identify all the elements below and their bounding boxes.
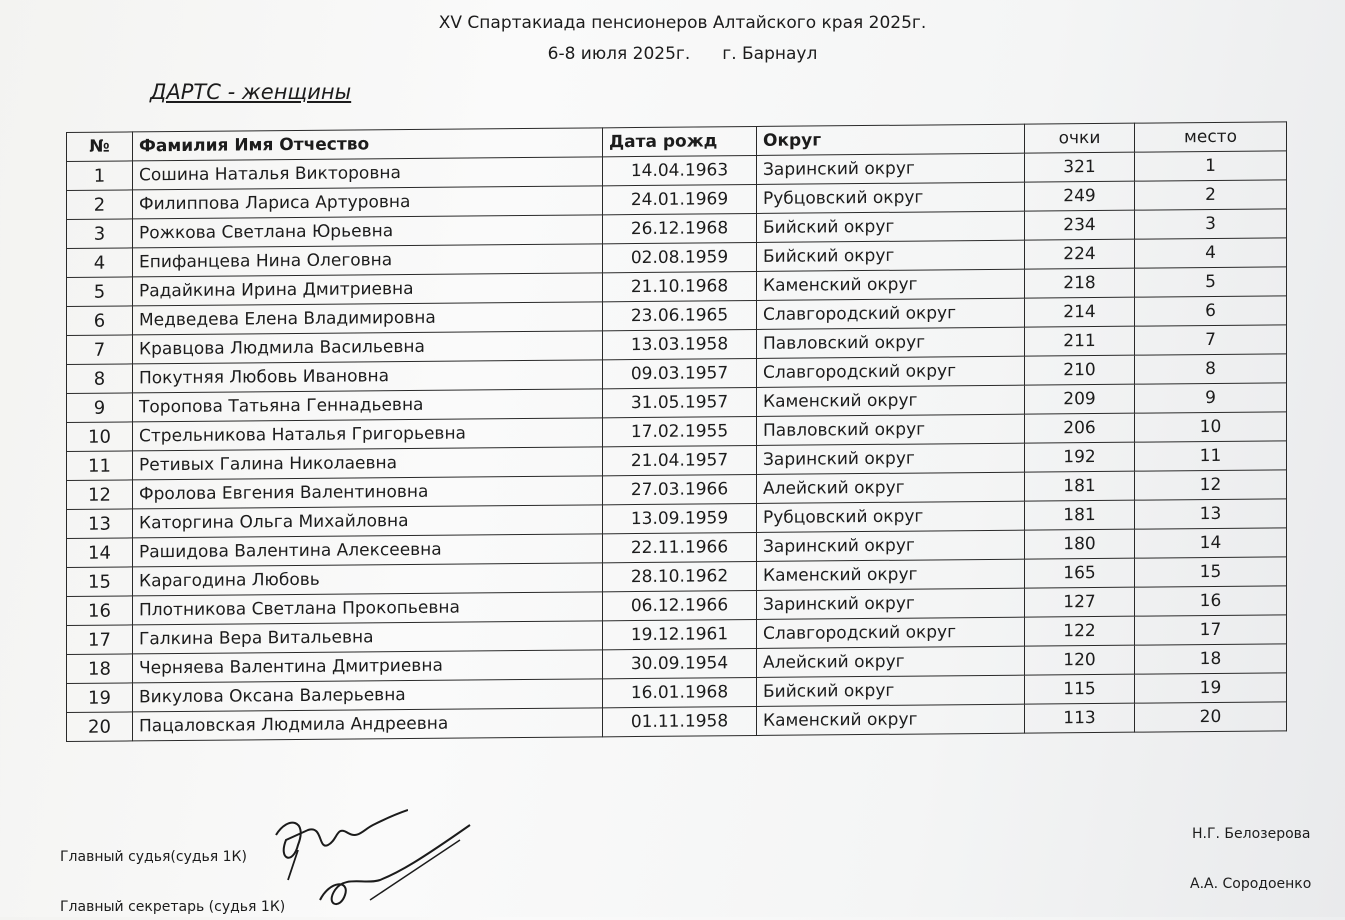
birth-date: 14.04.1963: [603, 155, 757, 185]
row-number: 18: [67, 654, 133, 684]
points-value: 234: [1025, 210, 1135, 240]
row-number: 12: [67, 480, 133, 510]
district-name: Славгородский округ: [757, 356, 1025, 387]
district-name: Бийский округ: [757, 211, 1025, 242]
points-value: 165: [1025, 558, 1135, 588]
district-name: Заринский округ: [757, 153, 1025, 184]
points-value: 113: [1025, 703, 1135, 733]
place-value: 11: [1135, 441, 1287, 471]
column-header-place: место: [1135, 122, 1287, 152]
place-value: 15: [1135, 557, 1287, 587]
column-header-number: №: [67, 132, 133, 162]
participant-name: Рожкова Светлана Юрьевна: [133, 215, 603, 248]
district-name: Рубцовский округ: [757, 501, 1025, 532]
place-value: 16: [1135, 586, 1287, 616]
birth-date: 31.05.1957: [603, 387, 757, 417]
section-heading: ДАРТС - женщины: [150, 80, 352, 104]
row-number: 7: [67, 335, 133, 365]
place-value: 2: [1135, 180, 1287, 210]
birth-date: 19.12.1961: [603, 619, 757, 649]
district-name: Павловский округ: [757, 414, 1025, 445]
district-name: Заринский округ: [757, 588, 1025, 619]
participant-name: Епифанцева Нина Олеговна: [133, 244, 603, 277]
place-value: 13: [1135, 499, 1287, 529]
district-name: Бийский округ: [757, 675, 1025, 706]
birth-date: 17.02.1955: [603, 416, 757, 446]
birth-date: 06.12.1966: [603, 590, 757, 620]
row-number: 20: [67, 712, 133, 742]
participant-name: Викулова Оксана Валерьевна: [133, 679, 603, 712]
column-header-points: очки: [1025, 123, 1135, 153]
district-name: Славгородский округ: [757, 298, 1025, 329]
district-name: Заринский округ: [757, 443, 1025, 474]
birth-date: 16.01.1968: [603, 677, 757, 707]
points-value: 249: [1025, 181, 1135, 211]
points-value: 214: [1025, 297, 1135, 327]
participant-name: Плотникова Светлана Прокопьевна: [133, 592, 603, 625]
secretary-label: Главный секретарь (судья 1К): [60, 899, 286, 915]
birth-date: 01.11.1958: [603, 706, 757, 736]
place-value: 10: [1135, 412, 1287, 442]
row-number: 9: [67, 393, 133, 423]
row-number: 1: [67, 161, 133, 191]
district-name: Каменский округ: [757, 269, 1025, 300]
place-value: 12: [1135, 470, 1287, 500]
participant-name: Каторгина Ольга Михайловна: [133, 505, 603, 538]
birth-date: 13.09.1959: [603, 503, 757, 533]
district-name: Каменский округ: [757, 385, 1025, 416]
points-value: 181: [1025, 500, 1135, 530]
participant-name: Радайкина Ирина Дмитриевна: [133, 273, 603, 306]
points-value: 181: [1025, 471, 1135, 501]
document-title: XV Спартакиада пенсионеров Алтайского края 2025г.: [438, 13, 927, 33]
participant-name: Покутняя Любовь Ивановна: [133, 360, 603, 393]
place-value: 1: [1135, 151, 1287, 181]
participant-name: Фролова Евгения Валентиновна: [133, 476, 603, 509]
birth-date: 24.01.1969: [603, 184, 757, 214]
results-table: [66, 121, 1287, 742]
participant-name: Карагодина Любовь: [133, 563, 603, 596]
place-value: 18: [1135, 644, 1287, 674]
place-value: 7: [1135, 325, 1287, 355]
row-number: 14: [67, 538, 133, 568]
birth-date: 22.11.1966: [603, 532, 757, 562]
row-number: 8: [67, 364, 133, 394]
place-value: 5: [1135, 267, 1287, 297]
column-header-name: Фамилия Имя Отчество: [133, 128, 603, 161]
points-value: 115: [1025, 674, 1135, 704]
district-name: Рубцовский округ: [757, 182, 1025, 213]
points-value: 210: [1025, 355, 1135, 385]
points-value: 224: [1025, 239, 1135, 269]
participant-name: Филиппова Лариса Артуровна: [133, 186, 603, 219]
row-number: 3: [67, 219, 133, 249]
secretary-signature: [310, 820, 490, 920]
district-name: Заринский округ: [757, 530, 1025, 561]
birth-date: 21.04.1957: [603, 445, 757, 475]
points-value: 180: [1025, 529, 1135, 559]
judge-label: Главный судья(судья 1К): [60, 849, 247, 865]
column-header-dob: Дата рожд: [603, 126, 757, 156]
district-name: Бийский округ: [757, 240, 1025, 271]
row-number: 13: [67, 509, 133, 539]
participant-name: Галкина Вера Витальевна: [133, 621, 603, 654]
row-number: 6: [67, 306, 133, 336]
participant-name: Черняева Валентина Дмитриевна: [133, 650, 603, 683]
birth-date: 13.03.1958: [603, 329, 757, 359]
district-name: Каменский округ: [757, 559, 1025, 590]
event-dates: 6-8 июля 2025г.: [547, 44, 691, 64]
points-value: 209: [1025, 384, 1135, 414]
district-name: Каменский округ: [757, 704, 1025, 735]
participant-name: Стрельникова Наталья Григорьевна: [133, 418, 603, 451]
place-value: 6: [1135, 296, 1287, 326]
participant-name: Пацаловская Людмила Андреевна: [133, 708, 603, 741]
birth-date: 09.03.1957: [603, 358, 757, 388]
district-name: Алейский округ: [757, 646, 1025, 677]
district-name: Славгородский округ: [757, 617, 1025, 648]
row-number: 11: [67, 451, 133, 481]
participant-name: Ретивых Галина Николаевна: [133, 447, 603, 480]
place-value: 19: [1135, 673, 1287, 703]
points-value: 211: [1025, 326, 1135, 356]
points-value: 127: [1025, 587, 1135, 617]
birth-date: 26.12.1968: [603, 213, 757, 243]
birth-date: 02.08.1959: [603, 242, 757, 272]
points-value: 122: [1025, 616, 1135, 646]
birth-date: 27.03.1966: [603, 474, 757, 504]
row-number: 17: [67, 625, 133, 655]
row-number: 2: [67, 190, 133, 220]
birth-date: 21.10.1968: [603, 271, 757, 301]
row-number: 10: [67, 422, 133, 452]
points-value: 120: [1025, 645, 1135, 675]
place-value: 17: [1135, 615, 1287, 645]
event-dates-line: [10, 44, 1345, 64]
participant-name: Сошина Наталья Викторовна: [133, 157, 603, 190]
secretary-name: А.А. Сородоенко: [1190, 876, 1312, 892]
place-value: 9: [1135, 383, 1287, 413]
district-name: Павловский округ: [757, 327, 1025, 358]
place-value: 8: [1135, 354, 1287, 384]
points-value: 321: [1025, 152, 1135, 182]
birth-date: 23.06.1965: [603, 300, 757, 330]
participant-name: Торопова Татьяна Геннадьевна: [133, 389, 603, 422]
row-number: 19: [67, 683, 133, 713]
points-value: 206: [1025, 413, 1135, 443]
birth-date: 28.10.1962: [603, 561, 757, 591]
participant-name: Кравцова Людмила Васильевна: [133, 331, 603, 364]
row-number: 16: [67, 596, 133, 626]
column-header-district: Округ: [757, 124, 1025, 155]
points-value: 192: [1025, 442, 1135, 472]
points-value: 218: [1025, 268, 1135, 298]
place-value: 4: [1135, 238, 1287, 268]
birth-date: 30.09.1954: [603, 648, 757, 678]
participant-name: Рашидова Валентина Алексеевна: [133, 534, 603, 567]
participant-name: Медведева Елена Владимировна: [133, 302, 603, 335]
place-value: 3: [1135, 209, 1287, 239]
place-value: 14: [1135, 528, 1287, 558]
district-name: Алейский округ: [757, 472, 1025, 503]
row-number: 4: [67, 248, 133, 278]
judge-name: Н.Г. Белозерова: [1192, 826, 1311, 842]
row-number: 5: [67, 277, 133, 307]
event-city: г. Барнаул: [722, 44, 818, 64]
place-value: 20: [1135, 702, 1287, 732]
row-number: 15: [67, 567, 133, 597]
